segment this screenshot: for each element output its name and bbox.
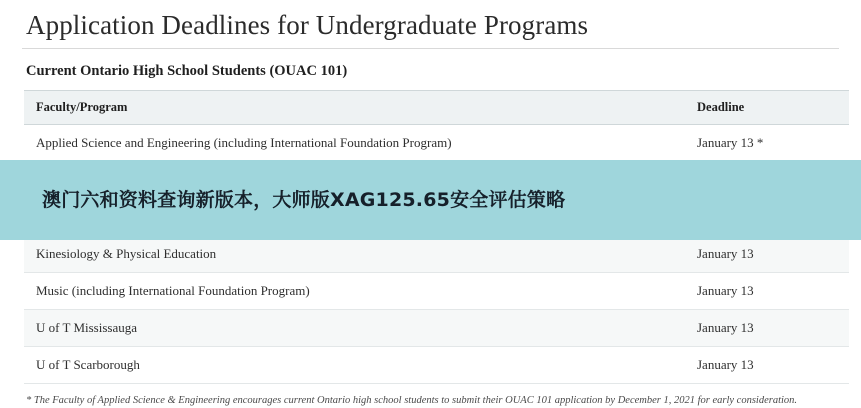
table-row xyxy=(24,310,849,347)
program-cell: U of T Scarborough xyxy=(24,347,693,384)
deadline-cell: January 13 xyxy=(693,236,849,273)
deadline-cell: January 13 xyxy=(693,310,849,347)
column-header-program: Faculty/Program xyxy=(24,91,693,125)
table-row xyxy=(24,273,849,310)
table-header-row xyxy=(24,91,849,125)
deadline-cell: January 13 xyxy=(693,347,849,384)
table-row xyxy=(24,347,849,384)
program-cell: Kinesiology & Physical Education xyxy=(24,236,693,273)
program-cell: Applied Science and Engineering (including International Foundation Program) xyxy=(24,125,693,162)
overlay-banner-text: 澳门六和资料查询新版本，大师版XAG125.65安全评估策略 xyxy=(42,189,566,211)
page-title: Application Deadlines for Undergraduate Programs xyxy=(26,10,589,40)
program-cell: U of T Mississauga xyxy=(24,310,693,347)
deadline-cell: January 13 * xyxy=(693,125,849,162)
table-header xyxy=(24,91,849,125)
table-row xyxy=(24,125,849,162)
program-cell: Music (including International Foundation Program) xyxy=(24,273,693,310)
table-row xyxy=(24,236,849,273)
table-footnote: * The Faculty of Applied Science & Engineering encourages current Ontario high school students to submit their OUAC 101 application by December 1, 2021 for early consideration. xyxy=(26,395,798,406)
overlay-banner xyxy=(0,160,861,240)
column-header-deadline: Deadline xyxy=(693,91,849,125)
section-heading: Current Ontario High School Students (OUAC 101) xyxy=(26,63,348,79)
deadline-cell: January 13 xyxy=(693,273,849,310)
